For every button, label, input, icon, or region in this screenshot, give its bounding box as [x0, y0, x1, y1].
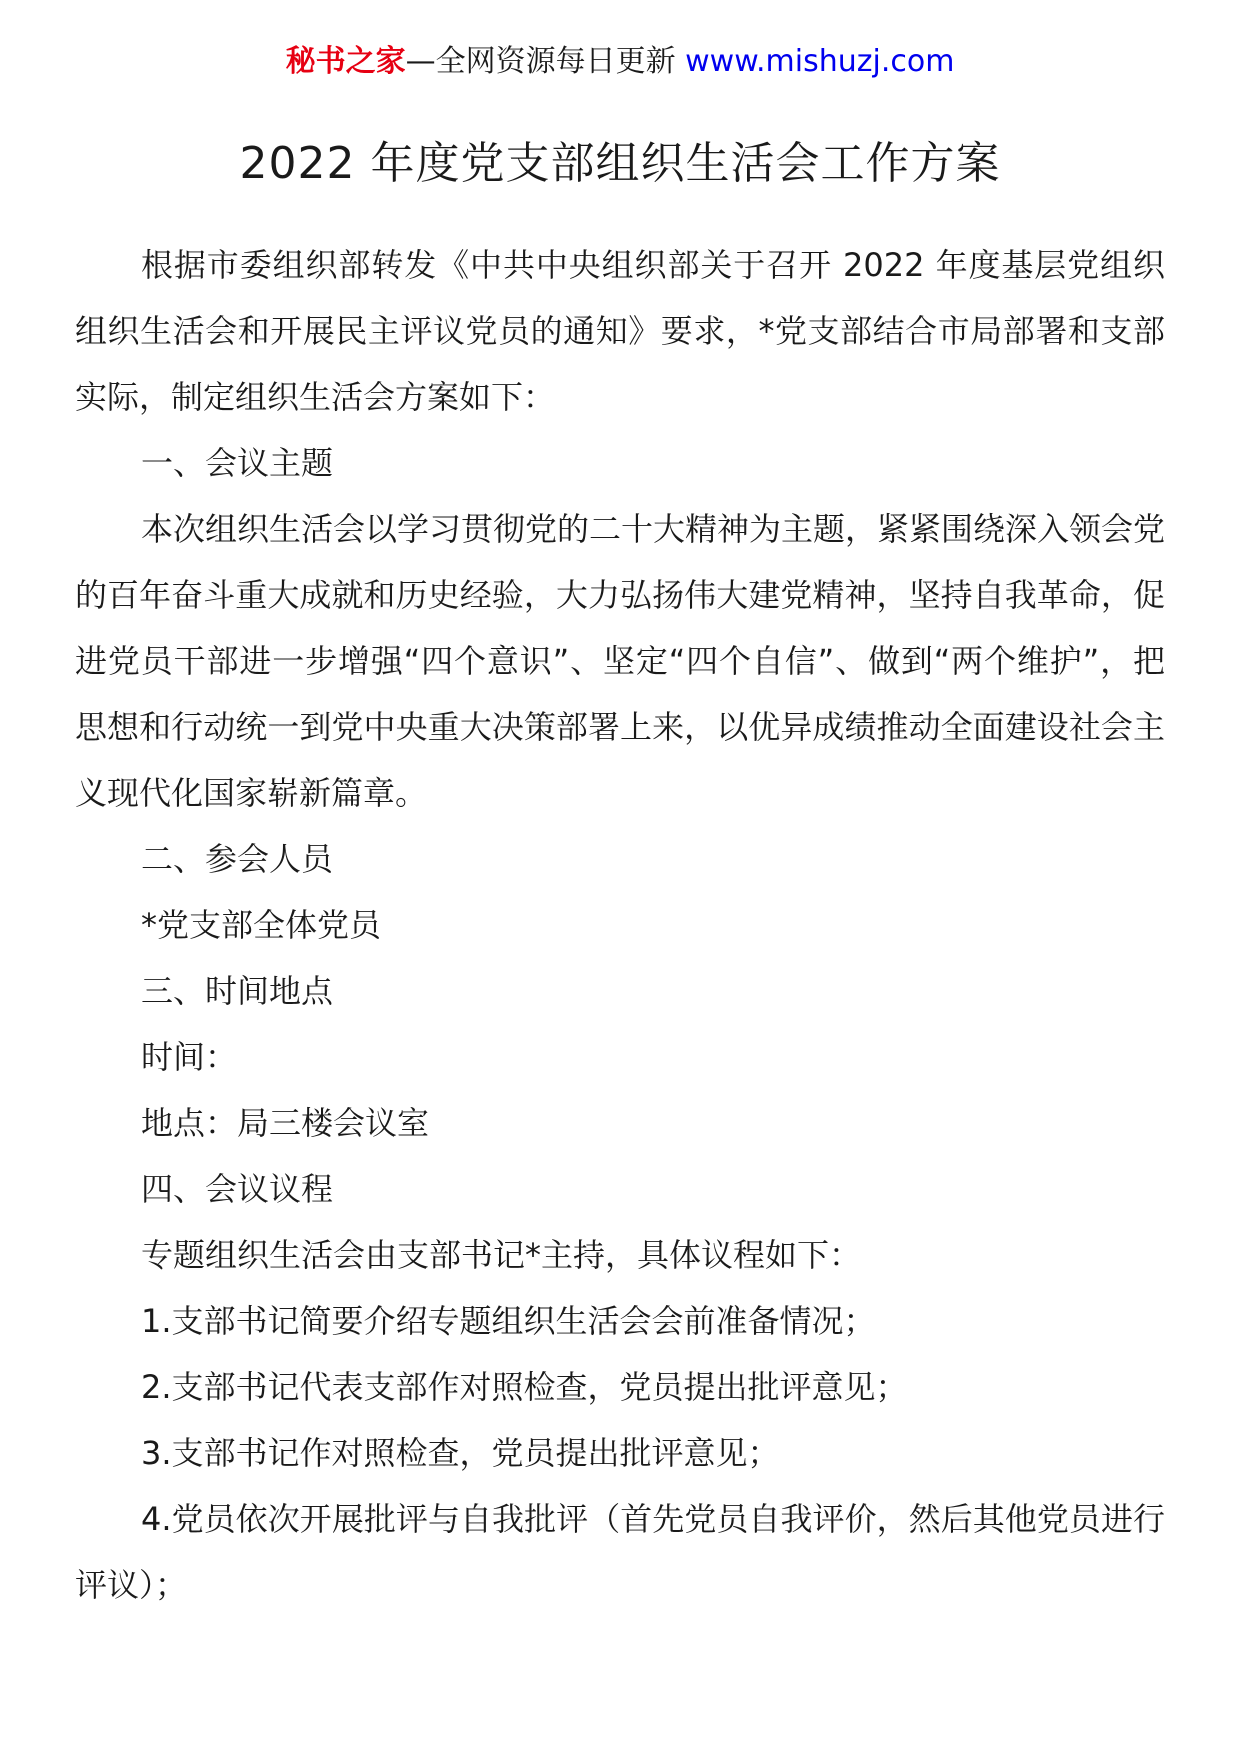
time-text: 时间： [141, 1038, 238, 1076]
watermark-url[interactable]: www.mishuzj.com [685, 44, 955, 79]
watermark-tagline: —全网资源每日更新 [405, 44, 676, 79]
intro-paragraph: 根据市委组织部转发《中共中央组织部关于召开 2022 年度基层党组织组织生活会和开展民主评议党员的通知》要求，*党支部结合市局部署和支部实际，制定组织生活会方案如下： [75, 246, 1165, 416]
section-heading-time-place: 三、时间地点 [141, 972, 334, 1010]
watermark-brand: 秘书之家 [285, 44, 406, 79]
document-title: 2022 年度党支部组织生活会工作方案 [239, 138, 1001, 189]
section-heading-attendees: 二、参会人员 [141, 840, 334, 878]
agenda-item: 4.党员依次开展批评与自我批评（首先党员自我评价，然后其他党员进行评议）； [75, 1500, 1165, 1604]
place-text: 地点：局三楼会议室 [141, 1104, 430, 1142]
document-body [75, 232, 1165, 1618]
theme-paragraph: 本次组织生活会以学习贯彻党的二十大精神为主题，紧紧围绕深入领会党的百年奋斗重大成就和历史经验，大力弘扬伟大建党精神，坚持自我革命，促进党员干部进一步增强“四个意识”、坚定“四个自信”、做到“两个维护”，把思想和行动统一到党中央重大决策部署上来，以优异成绩推动全面建设社会主义现代化国家崭新篇章。 [75, 510, 1166, 812]
section-heading-agenda: 四、会议议程 [141, 1170, 334, 1208]
agenda-item: 2.支部书记代表支部作对照检查，党员提出批评意见； [141, 1368, 908, 1406]
section-heading-theme: 一、会议主题 [141, 444, 334, 482]
attendees-text: *党支部全体党员 [141, 906, 382, 944]
site-watermark [0, 42, 1240, 82]
agenda-item: 3.支部书记作对照检查，党员提出批评意见； [141, 1434, 780, 1472]
agenda-intro: 专题组织生活会由支部书记*主持，具体议程如下： [141, 1236, 862, 1274]
agenda-item: 1.支部书记简要介绍专题组织生活会会前准备情况； [141, 1302, 876, 1340]
